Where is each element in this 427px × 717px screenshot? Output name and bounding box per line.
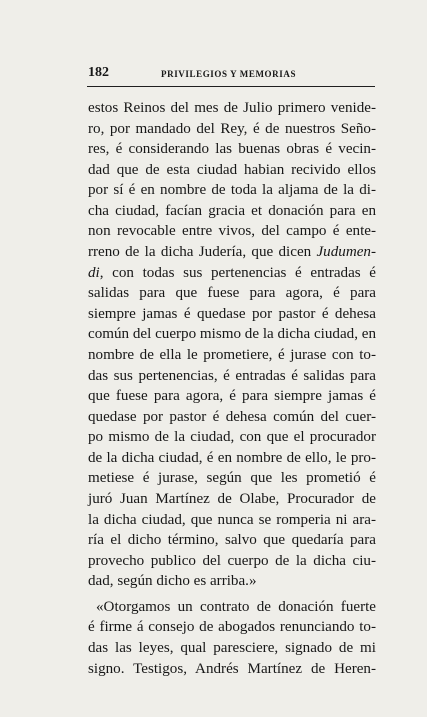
text-line: res, é considerando las buenas obras é vecin- — [88, 141, 376, 158]
text-line: siempre jamas é quedase por pastor é dehesa — [88, 305, 376, 322]
text-line: de la dicha ciudad, é en nombre de ello, le pro- — [88, 449, 376, 466]
body-text — [88, 98, 376, 679]
text-line: por sí é en nombre de toda la aljama de la di- — [88, 182, 376, 199]
page-number: 182 — [88, 65, 109, 80]
text-line: salidas para que fuese para agora, é para — [88, 285, 376, 302]
text-line: signo. Testigos, Andrés Martínez de Heren- — [88, 660, 376, 677]
italic-word: di — [88, 264, 100, 281]
text-line-with-italic — [88, 242, 376, 263]
text-line: común del cuerpo mismo de la dicha ciudad, en — [88, 326, 376, 343]
text-line: ro, por mandado del Rey, é de nuestros Seño- — [88, 120, 376, 137]
text-line: nombre de ella le prometiere, é jurase con to- — [88, 346, 376, 363]
text-line: ría el dicho término, salvo que quedaría para — [88, 532, 376, 549]
text-line: quedase por pastor é dehesa común del cuer- — [88, 408, 376, 425]
text-line: metiese é jurase, según que les prometió é — [88, 470, 376, 487]
text-line: dad, según dicho es arriba.» — [88, 573, 257, 590]
text-line: cha ciudad, facían gracia et donación para en — [88, 202, 376, 219]
header-rule — [87, 86, 375, 87]
text-line: estos Reinos del mes de Julio primero venide- — [88, 100, 376, 116]
text-segment: rreno de la dicha Judería, que dicen — [88, 244, 317, 261]
text-line: po mismo de la ciudad, con que el procurador — [88, 429, 376, 446]
text-line: que fuese para agora, é para siempre jamas é — [88, 388, 376, 405]
text-line: juró Juan Martínez de Olabe, Procurador de — [88, 490, 376, 507]
text-line: provecho publico del cuerpo de la dicha ciu- — [88, 552, 376, 569]
text-line: non revocable entre vivos, del campo é ente- — [88, 223, 376, 240]
text-line-with-italic — [88, 263, 376, 284]
text-segment: , con todas sus pertenencias é entradas é — [99, 264, 376, 281]
text-line: é firme á consejo de abogados renunciando to- — [88, 619, 376, 636]
italic-word: Judumen- — [316, 244, 376, 261]
text-line: «Otorgamos un contrato de donación fuerte — [96, 598, 376, 615]
text-line: das las leyes, qual paresciere, signado de mi — [88, 640, 376, 657]
text-line: dad que de esta ciudad habian recivido ellos — [88, 161, 376, 178]
text-line: das sus pertenencias, é entradas é salidas para — [88, 367, 376, 384]
text-line: la dicha ciudad, que nunca se romperia ni ara- — [88, 511, 376, 528]
running-head: PRIVILEGIOS Y MEMORIAS — [161, 69, 297, 79]
